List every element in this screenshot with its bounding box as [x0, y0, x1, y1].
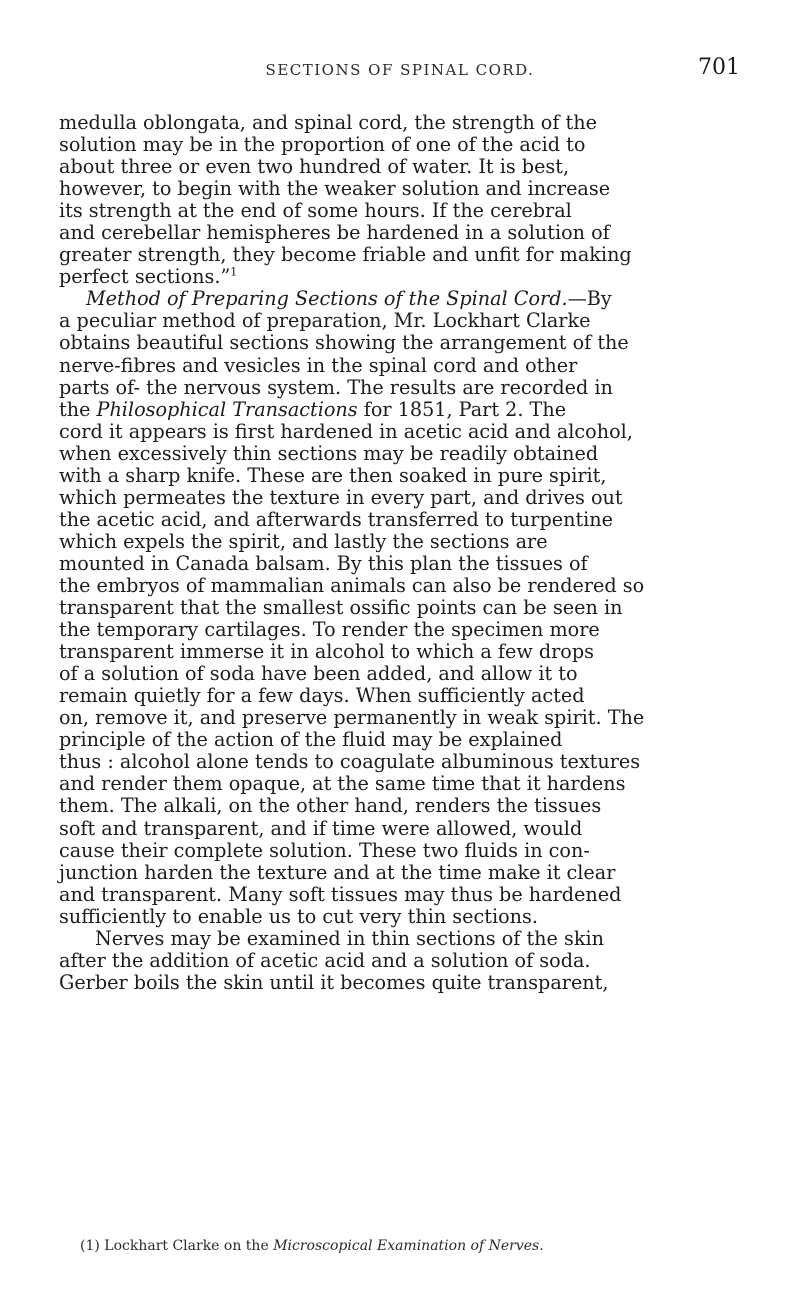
body-text: [59, 112, 741, 994]
text-line: which expels the spirit, and lastly the sections are: [59, 529, 548, 553]
text-line: a peculiar method of preparation, Mr. Lockhart Clarke: [59, 309, 591, 333]
text-line: the embryos of mammalian animals can also be rendered so: [59, 573, 645, 597]
text-line: however, to begin with the weaker solution and increase: [59, 177, 611, 201]
text-line: of a solution of soda have been added, and allow it to: [59, 662, 578, 686]
running-head: [58, 55, 742, 85]
text-line: and transparent. Many soft tissues may thus be hardened: [59, 882, 622, 906]
text-line: the acetic acid, and afterwards transferred to turpentine: [59, 507, 614, 531]
text-line: junction harden the texture and at the time make it clear: [59, 860, 616, 884]
text-line: transparent that the smallest ossific points can be seen in: [59, 596, 623, 620]
text-line: mounted in Canada balsam. By this plan the tissues of: [59, 551, 588, 575]
text-line: cause their complete solution. These two fluids in con-: [59, 838, 590, 862]
text-line: with a sharp knife. These are then soaked in pure spirit,: [59, 463, 607, 487]
text-line: sufficiently to enable us to cut very thin sections.: [59, 904, 538, 928]
text-line: medulla oblongata, and spinal cord, the strength of the: [59, 111, 597, 134]
text-line: when excessively thin sections may be readily obtained: [59, 441, 599, 465]
text-line: its strength at the end of some hours. If the cerebral: [59, 199, 572, 223]
section-heading: Method of Preparing Sections of the Spinal Cord.: [86, 287, 568, 311]
text-line: [59, 266, 741, 288]
text-line: thus : alcohol alone tends to coagulate albuminous textures: [59, 750, 641, 774]
text-line: greater strength, they become friable and unfit for making: [59, 243, 632, 267]
text-line: them. The alkali, on the other hand, renders the tissues: [59, 794, 602, 818]
text-line: [59, 288, 741, 310]
text-line: Nerves may be examined in thin sections of the skin: [95, 926, 604, 950]
text-segment: the: [59, 397, 97, 421]
text-line: after the addition of acetic acid and a solution of soda.: [59, 948, 591, 972]
footnote-text: (1) Lockhart Clarke on the: [80, 1238, 274, 1254]
text-line: principle of the action of the fluid may be explained: [59, 728, 563, 752]
text-line: and render them opaque, at the same time that it hardens: [59, 772, 626, 796]
text-line: transparent immerse it in alcohol to which a few drops: [59, 640, 594, 664]
running-title: SECTIONS OF SPINAL CORD.: [265, 61, 535, 79]
footnote-title: Microscopical Examination of Nerves.: [273, 1238, 544, 1254]
text-line: parts of- the nervous system. The results are recorded in: [59, 375, 613, 399]
page-number: 701: [698, 55, 740, 80]
text-line: cord it appears is first hardened in acetic acid and alcohol,: [59, 419, 633, 443]
text-line: remain quietly for a few days. When sufficiently acted: [59, 684, 585, 708]
text-line: [59, 399, 741, 421]
text-line: about three or even two hundred of water. It is best,: [59, 155, 570, 179]
text-segment: for 1851, Part 2. The: [357, 397, 567, 421]
footnote: [80, 1237, 760, 1255]
text-line: solution may be in the proportion of one of the acid to: [59, 133, 586, 157]
text-segment: —By: [567, 287, 612, 311]
text-line: on, remove it, and preserve permanently in weak spirit. The: [59, 706, 645, 730]
text-line: the temporary cartilages. To render the specimen more: [59, 618, 600, 642]
text-line: nerve-fibres and vesicles in the spinal cord and other: [59, 353, 578, 377]
text-line: soft and transparent, and if time were allowed, would: [59, 816, 583, 840]
text-line: which permeates the texture in every part, and drives out: [59, 485, 623, 509]
text-line: Gerber boils the skin until it becomes quite transparent,: [59, 970, 609, 994]
text-line: and cerebellar hemispheres be hardened in a solution of: [59, 221, 610, 245]
text-line: obtains beautiful sections showing the arrangement of the: [59, 331, 629, 355]
text-segment: perfect sections.”: [59, 265, 231, 289]
journal-title: Philosophical Transactions: [96, 397, 358, 421]
footnote-marker: 1: [230, 265, 238, 279]
